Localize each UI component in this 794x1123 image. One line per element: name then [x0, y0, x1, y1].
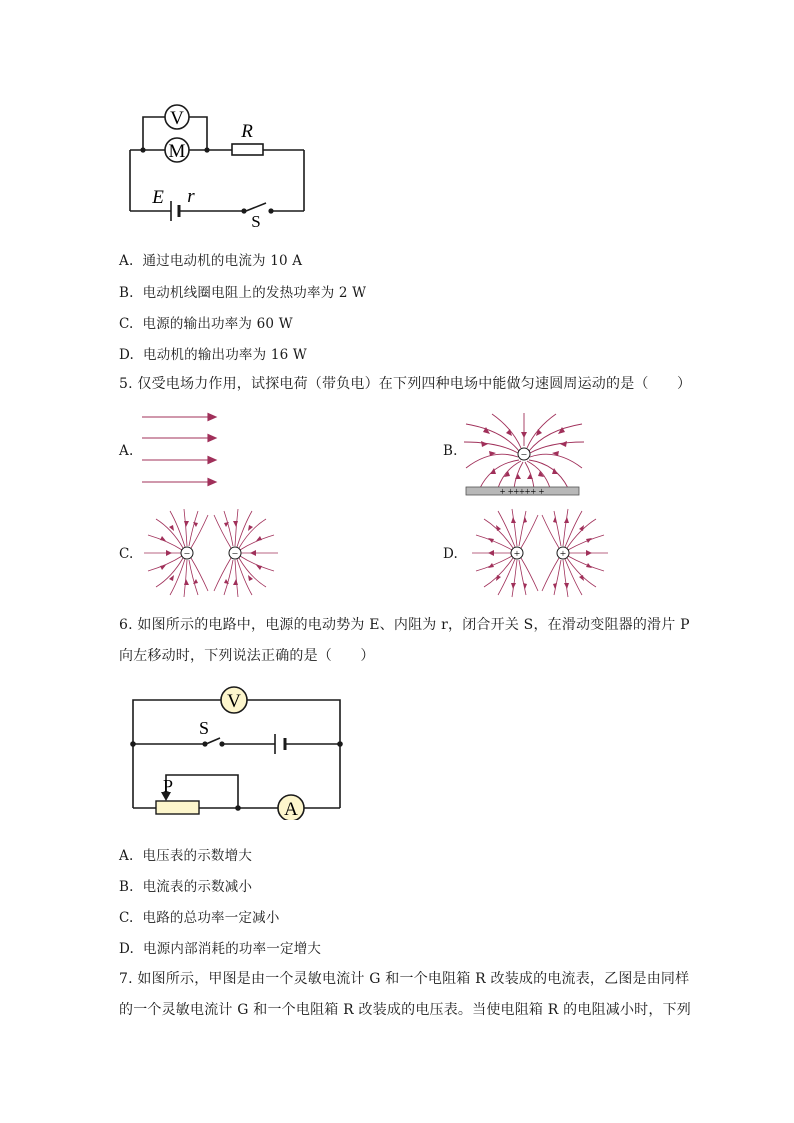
- q7-stem-line2: 的一个灵敏电流计 G 和一个电阻箱 R 改装成的电压表。当使电阻箱 R 的电阻减小时，下列: [119, 1002, 691, 1018]
- q5-label-a: A.: [119, 443, 134, 459]
- motor-label: M: [168, 141, 186, 162]
- q6-switch-label: S: [198, 718, 210, 738]
- q6-option-d: D. 电源内部消耗的功率一定增大: [119, 941, 322, 957]
- q6-option-c: C. 电路的总功率一定减小: [119, 910, 280, 926]
- q4-option-b: B. 电动机线圈电阻上的发热功率为 2 W: [119, 285, 367, 301]
- q5-label-b: B.: [443, 443, 458, 459]
- q5-stem: 5. 仅受电场力作用，试探电荷（带负电）在下列四种电场中能做匀速圆周运动的是（ ）: [119, 376, 692, 392]
- q6-ammeter-label: A: [284, 799, 298, 820]
- left-positive-charge: +: [513, 548, 521, 560]
- rheostat-circuit-diagram: [120, 680, 350, 820]
- motor-circuit-diagram: [110, 95, 320, 230]
- q4-option-c: C. 电源的输出功率为 60 W: [119, 316, 293, 332]
- left-negative-charge: −: [183, 548, 191, 560]
- resistor-label: R: [241, 121, 253, 142]
- two-positive-charges-diagram: [470, 505, 610, 601]
- uniform-field-diagram: [140, 408, 222, 492]
- plate-negative-charge: −: [520, 449, 528, 461]
- q6-option-b: B. 电流表的示数减小: [119, 879, 253, 895]
- plate-positive-charges: + +++++ +: [499, 487, 545, 498]
- q6-voltmeter-label: V: [227, 691, 241, 712]
- q5-label-d: D.: [443, 546, 459, 562]
- q6-slider-label: P: [162, 776, 174, 796]
- internal-resistance-label: r: [187, 186, 195, 207]
- q7-stem-line1: 7. 如图所示，甲图是由一个灵敏电流计 G 和一个电阻箱 R 改装成的电流表，乙图是由同样: [119, 971, 690, 987]
- voltmeter-label: V: [170, 108, 184, 129]
- q6-stem-line2: 向左移动时，下列说法正确的是（ ）: [119, 648, 375, 664]
- q4-option-a: A. 通过电动机的电流为 10 A: [119, 253, 303, 269]
- q6-option-a: A. 电压表的示数增大: [119, 848, 253, 864]
- charge-plate-field-diagram: [462, 408, 587, 498]
- q6-stem-line1: 6. 如图所示的电路中，电源的电动势为 E、内阻为 r，闭合开关 S，在滑动变阻器的滑片 P: [119, 617, 690, 633]
- q5-label-c: C.: [119, 546, 134, 562]
- two-negative-charges-diagram: [142, 505, 280, 601]
- right-positive-charge: +: [559, 548, 567, 560]
- emf-label: E: [152, 187, 164, 208]
- q4-option-d: D. 电动机的输出功率为 16 W: [119, 347, 307, 363]
- right-negative-charge: −: [231, 548, 239, 560]
- switch-label: S: [251, 212, 261, 230]
